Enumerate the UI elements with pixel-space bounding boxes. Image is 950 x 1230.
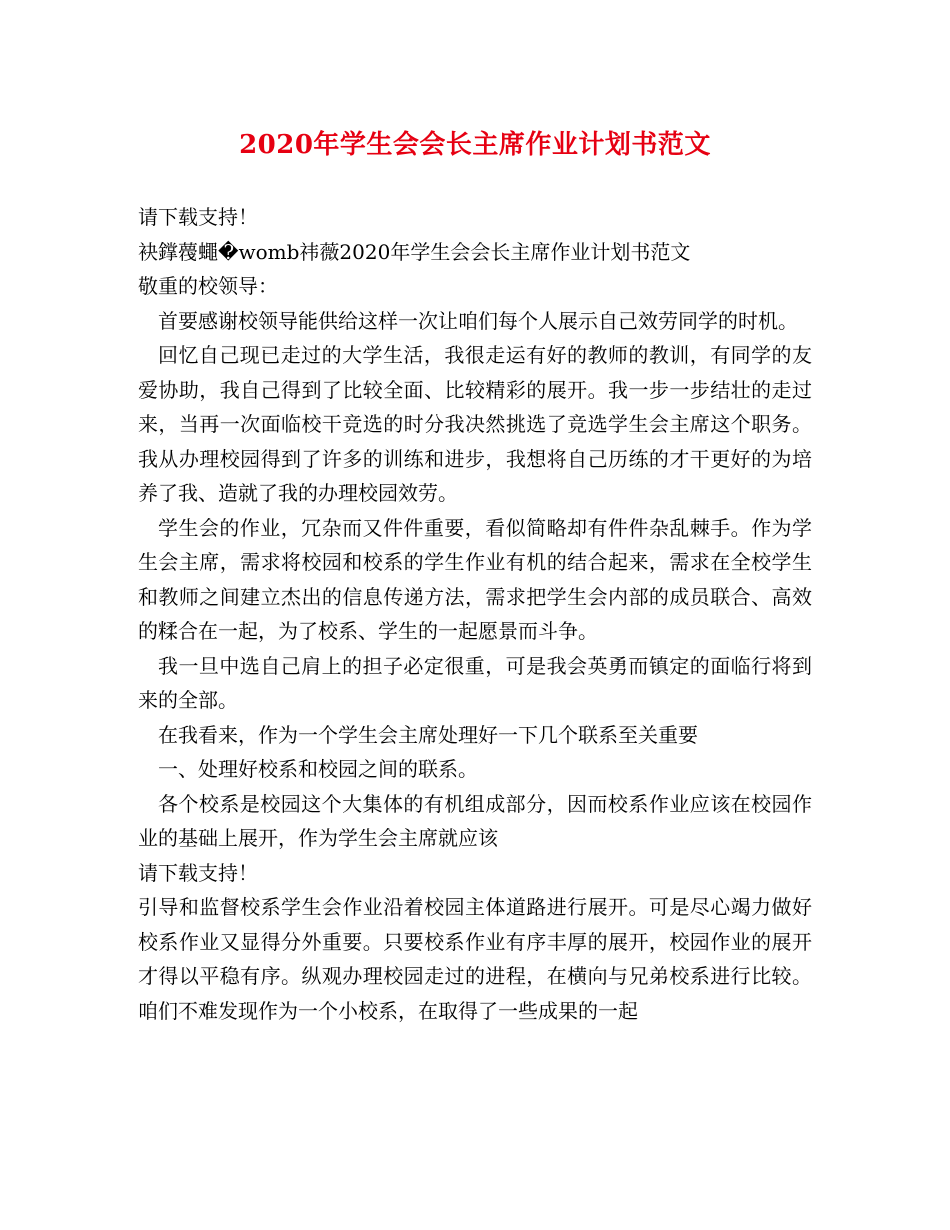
paragraph: 在我看来，作为一个学生会主席处理好一下几个联系至关重要 — [158, 722, 698, 747]
paragraph: 各个校系是校园这个大集体的有机组成部分，因而校系作业应该在校园作业的基础上展开，作为学生会主席就应该 — [138, 791, 812, 850]
download-note: 请下载支持！ — [138, 860, 258, 885]
greeting: 敬重的校领导： — [138, 274, 278, 298]
paragraph: 回忆自己现已走过的大学生活，我很走运有好的教师的教训，有同学的友爱协助，我自己得到了比较全面、比较精彩的展开。我一步一步结壮的走过来，当再一次面临校干竞选的时分我决然挑选了竞选学生会主席这个职务。我从办理校园得到了许多的训练和进步，我想将自己历练的才干更好的为培养了我、造就了我的办理校园效劳。 — [138, 343, 812, 505]
section-heading: 一、处理好校系和校园之间的联系。 — [158, 757, 478, 781]
download-note: 请下载支持！ — [138, 205, 258, 229]
paragraph: 学生会的作业，冗杂而又件件重要，看似简略却有件件杂乱棘手。作为学生会主席，需求将校园和校系的学生作业有机的结合起来，需求在全校学生 和教师之间建立杰出的信息传递方法，需求把学生会内部的成员联合、高效的糅合在一起，为了校系、学生的一起愿景而斗争。 — [138, 515, 812, 643]
subtitle-line: 袂鐣薎蠅�womb祎薇2020年学生会会长主席作业计划书范文 — [138, 239, 691, 264]
document-title: 2020年学生会会长主席作业计划书范文 — [239, 130, 711, 160]
paragraph: 我一旦中选自己肩上的担子必定很重，可是我会英勇而镇定的面临行将到来的全部。 — [138, 653, 812, 712]
paragraph: 首要感谢校领导能供给这样一次让咱们每个人展示自己效劳同学的时机。 — [158, 308, 798, 333]
continuation-paragraph: 引导和监督校系学生会作业沿着校园主体道路进行展开。可是尽心竭力做好校系作业又显得分外重要。只要校系作业有序丰厚的展开，校园作业的展开才得以平稳有序。纵观办理校园走过的进程，在横向与兄弟校系进行比较。咱们不难发现作为一个小校系，在取得了一些成果的一起 — [138, 895, 812, 1023]
